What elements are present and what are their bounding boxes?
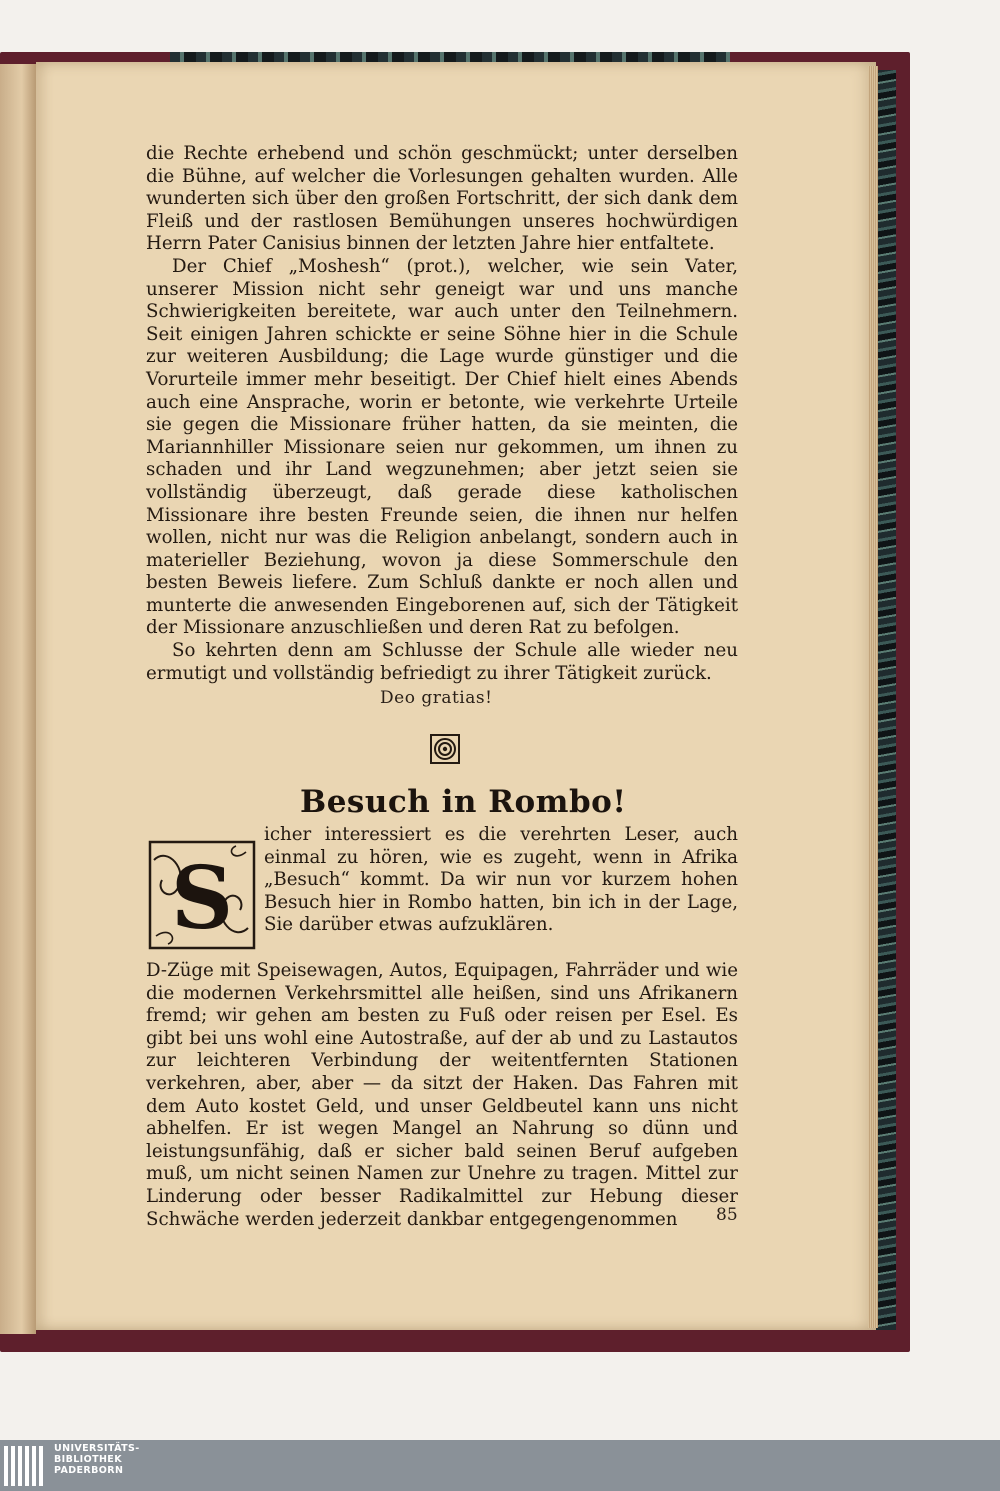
library-logo-text <box>54 1443 140 1476</box>
paragraph-continued: die Rechte erhebend und schön geschmückt; unter derselben die Bühne, auf welcher die Vorlesungen gehalten wurden. Alle wunderten sich über den großen Fortschritt, der sich dank dem Fleiß und der rastlosen Bemühungen unseres hochwürdigen Herrn Pater Canisius binnen der letzten Jahre hier entfaltete. <box>146 143 738 255</box>
page-number: 85 <box>716 1205 738 1225</box>
article-heading: Besuch in Rombo! <box>300 784 627 820</box>
closing-line: Deo gratias! <box>380 688 493 708</box>
logo-line-1: UNIVERSITÄTS- <box>54 1443 140 1454</box>
logo-line-3: PADERBORN <box>54 1465 124 1476</box>
upper-text-block <box>146 143 738 685</box>
page-stack-edge <box>868 66 878 1328</box>
drop-cap-letter: S <box>170 848 234 949</box>
library-logo-icon <box>4 1444 48 1488</box>
facing-page-edge <box>0 64 36 1334</box>
article-opening-text: icher interessiert es die verehrten Leser, auch einmal zu hören, wie es zugeht, wenn in Afrika „Besuch“ kommt. Da wir nun vor kurzem hohen Besuch hier in Rombo hatten, bin ich in der Lage, Sie darüber etwas aufzuklären. <box>264 824 738 936</box>
paragraph-conclusion: So kehrten denn am Schlusse der Schule alle wieder neu ermutigt und vollständig befriedigt zu ihrer Tätigkeit zurück. <box>146 640 738 684</box>
article-body-text: D-Züge mit Speisewagen, Autos, Equipagen, Fahrräder und wie die modernen Verkehrsmittel alle heißen, sind uns Afrikanern fremd; wir gehen am besten zu Fuß oder reisen per Esel. Es gibt bei uns wohl eine Autostraße, auf der ab und zu Lastautos zur leichteren Verbindung der weitentfernten Stationen verkehren, aber, aber — da sitzt der Haken. Das Fahren mit dem Auto kostet Geld, und unser Geldbeutel kann uns nicht abhelfen. Er ist wegen Mangel an Nahrung so dünn und leistungsunfähig, daß er sicher bald seinen Beruf aufgeben muß, um nicht seinen Namen zur Unehre zu tragen. Mittel zur Linderung oder besser Radikalmittel zur Hebung dieser Schwäche werden jederzeit dankbar entgegengenommen <box>146 960 738 1230</box>
library-footer-bar <box>0 1440 1000 1491</box>
spiral-ornament-icon <box>430 734 460 764</box>
logo-line-2: BIBLIOTHEK <box>54 1454 122 1465</box>
paragraph-chief-moshesh: Der Chief „Moshesh“ (prot.), welcher, wie sein Vater, unserer Mission nicht sehr geneigt war und uns manche Schwierigkeiten bereitete, war auch unter den Teilnehmern. Seit einigen Jahren schickte er seine Söhne hier in die Schule zur weiteren Ausbildung; die Lage wurde günstiger und die Vorurteile immer mehr beseitigt. Der Chief hielt eines Abends auch eine Ansprache, worin er betonte, wie verkehrte Urteile sie gegen die Missionare früher hatten, da sie meinten, die Mariannhiller Missionare seien nur gekommen, um ihnen zu schaden und ihr Land wegzunehmen; aber jetzt seien sie vollständig überzeugt, daß gerade diese katholischen Missionare ihre besten Freunde seien, die ihnen nur helfen wollen, nicht nur was die Religion anbelangt, sondern auch in materieller Beziehung, wovon ja diese Sommerschule den besten Beweis liefere. Zum Schluß dankte er noch allen und munterte die anwesenden Eingeborenen auf, sich der Tätigkeit der Missionare anzuschließen und deren Rat zu befolgen. <box>146 255 738 639</box>
decorated-initial <box>148 840 256 950</box>
